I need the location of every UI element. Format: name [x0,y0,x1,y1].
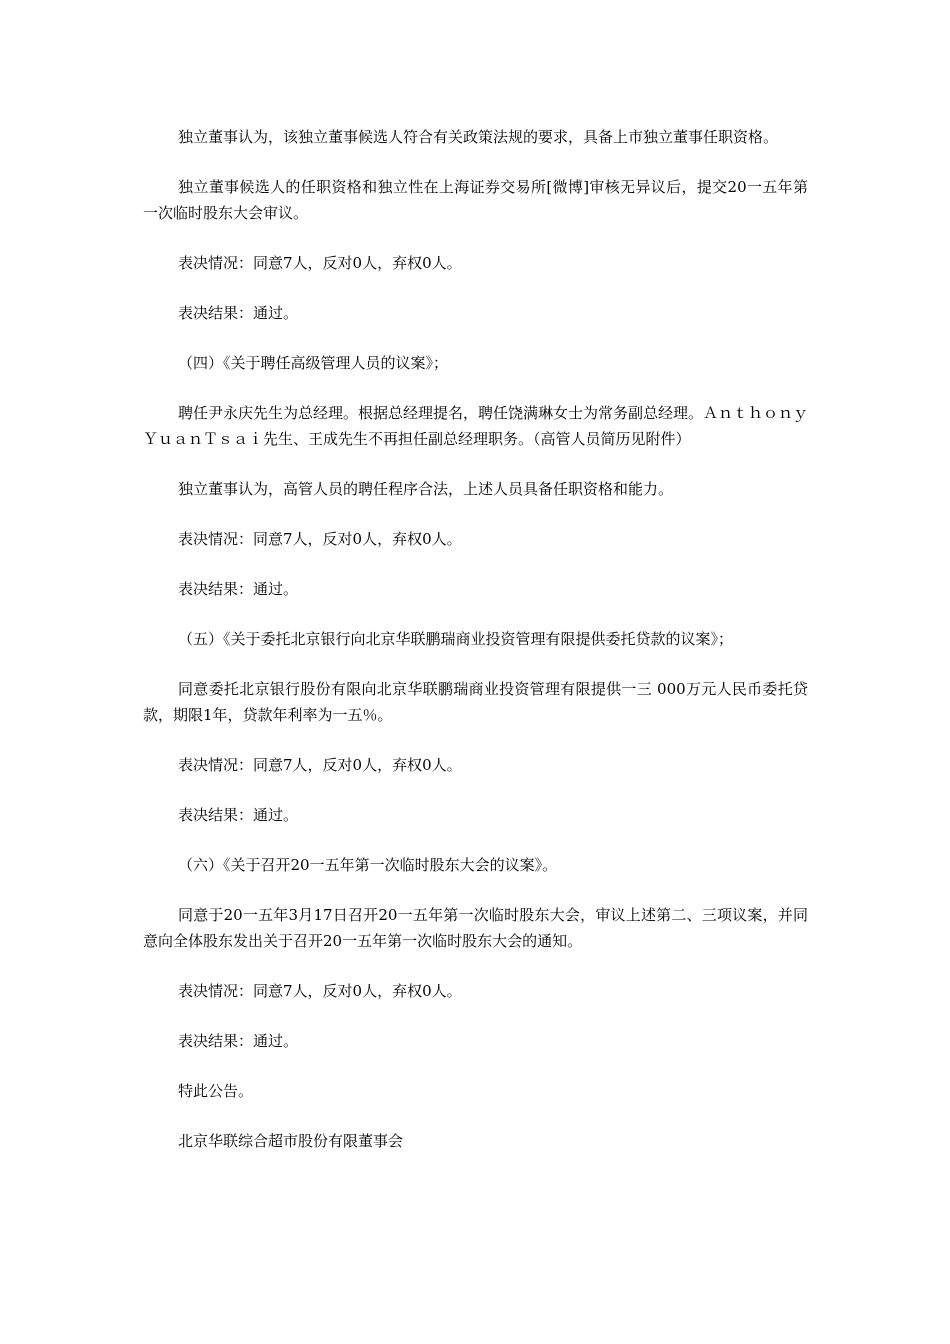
paragraph-closing: 特此公告。 [178,1082,254,1100]
paragraph-signature: 北京华联综合超市股份有限董事会 [178,1132,404,1150]
paragraph-vote-result: 表决结果：通过。 [178,304,299,322]
paragraph-vote-count: 表决情况：同意7人，反对0人，弃权0人。 [178,982,462,1000]
paragraph-entrusted-loan: 同意委托北京银行股份有限向北京华联鹏瑞商业投资管理有限提供一三 000万元人民币委托贷款，期限1年，贷款年利率为一五％。 [143,680,808,724]
paragraph-vote-result: 表决结果：通过。 [178,806,299,824]
paragraph-vote-count: 表决情况：同意7人，反对0人，弃权0人。 [178,756,462,774]
paragraph-shareholder-meeting: 同意于20一五年3月17日召开20一五年第一次临时股东大会，审议上述第二、三项议案，并同意向全体股东发出关于召开20一五年第一次临时股东大会的通知。 [143,906,808,950]
paragraph-exchange-review: 独立董事候选人的任职资格和独立性在上海证券交易所[微博]审核无异议后，提交20一五年第一次临时股东大会审议。 [143,178,808,222]
document-body [143,124,808,1178]
paragraph-motion-heading: （四）《关于聘任高级管理人员的议案》； [178,354,449,372]
paragraph-motion-heading: （六）《关于召开20一五年第一次临时股东大会的议案》。 [178,856,558,874]
paragraph-vote-result: 表决结果：通过。 [178,580,299,598]
paragraph-independent-director-opinion: 独立董事认为，该独立董事候选人符合有关政策法规的要求，具备上市独立董事任职资格。 [178,128,779,146]
paragraph-vote-result: 表决结果：通过。 [178,1032,299,1050]
paragraph-independent-director-opinion: 独立董事认为，高管人员的聘任程序合法，上述人员具备任职资格和能力。 [178,480,674,498]
paragraph-appointment: 聘任尹永庆先生为总经理。根据总经理提名，聘任饶满琳女士为常务副总经理。ＡｎｔｈｏｎｙＹｕａｎＴｓａｉ先生、王成先生不再担任副总经理职务。（高管人员简历见附件） [143,404,809,448]
paragraph-vote-count: 表决情况：同意7人，反对0人，弃权0人。 [178,254,462,272]
paragraph-vote-count: 表决情况：同意7人，反对0人，弃权0人。 [178,530,462,548]
paragraph-motion-heading: （五）《关于委托北京银行向北京华联鹏瑞商业投资管理有限提供委托贷款的议案》； [178,630,734,648]
